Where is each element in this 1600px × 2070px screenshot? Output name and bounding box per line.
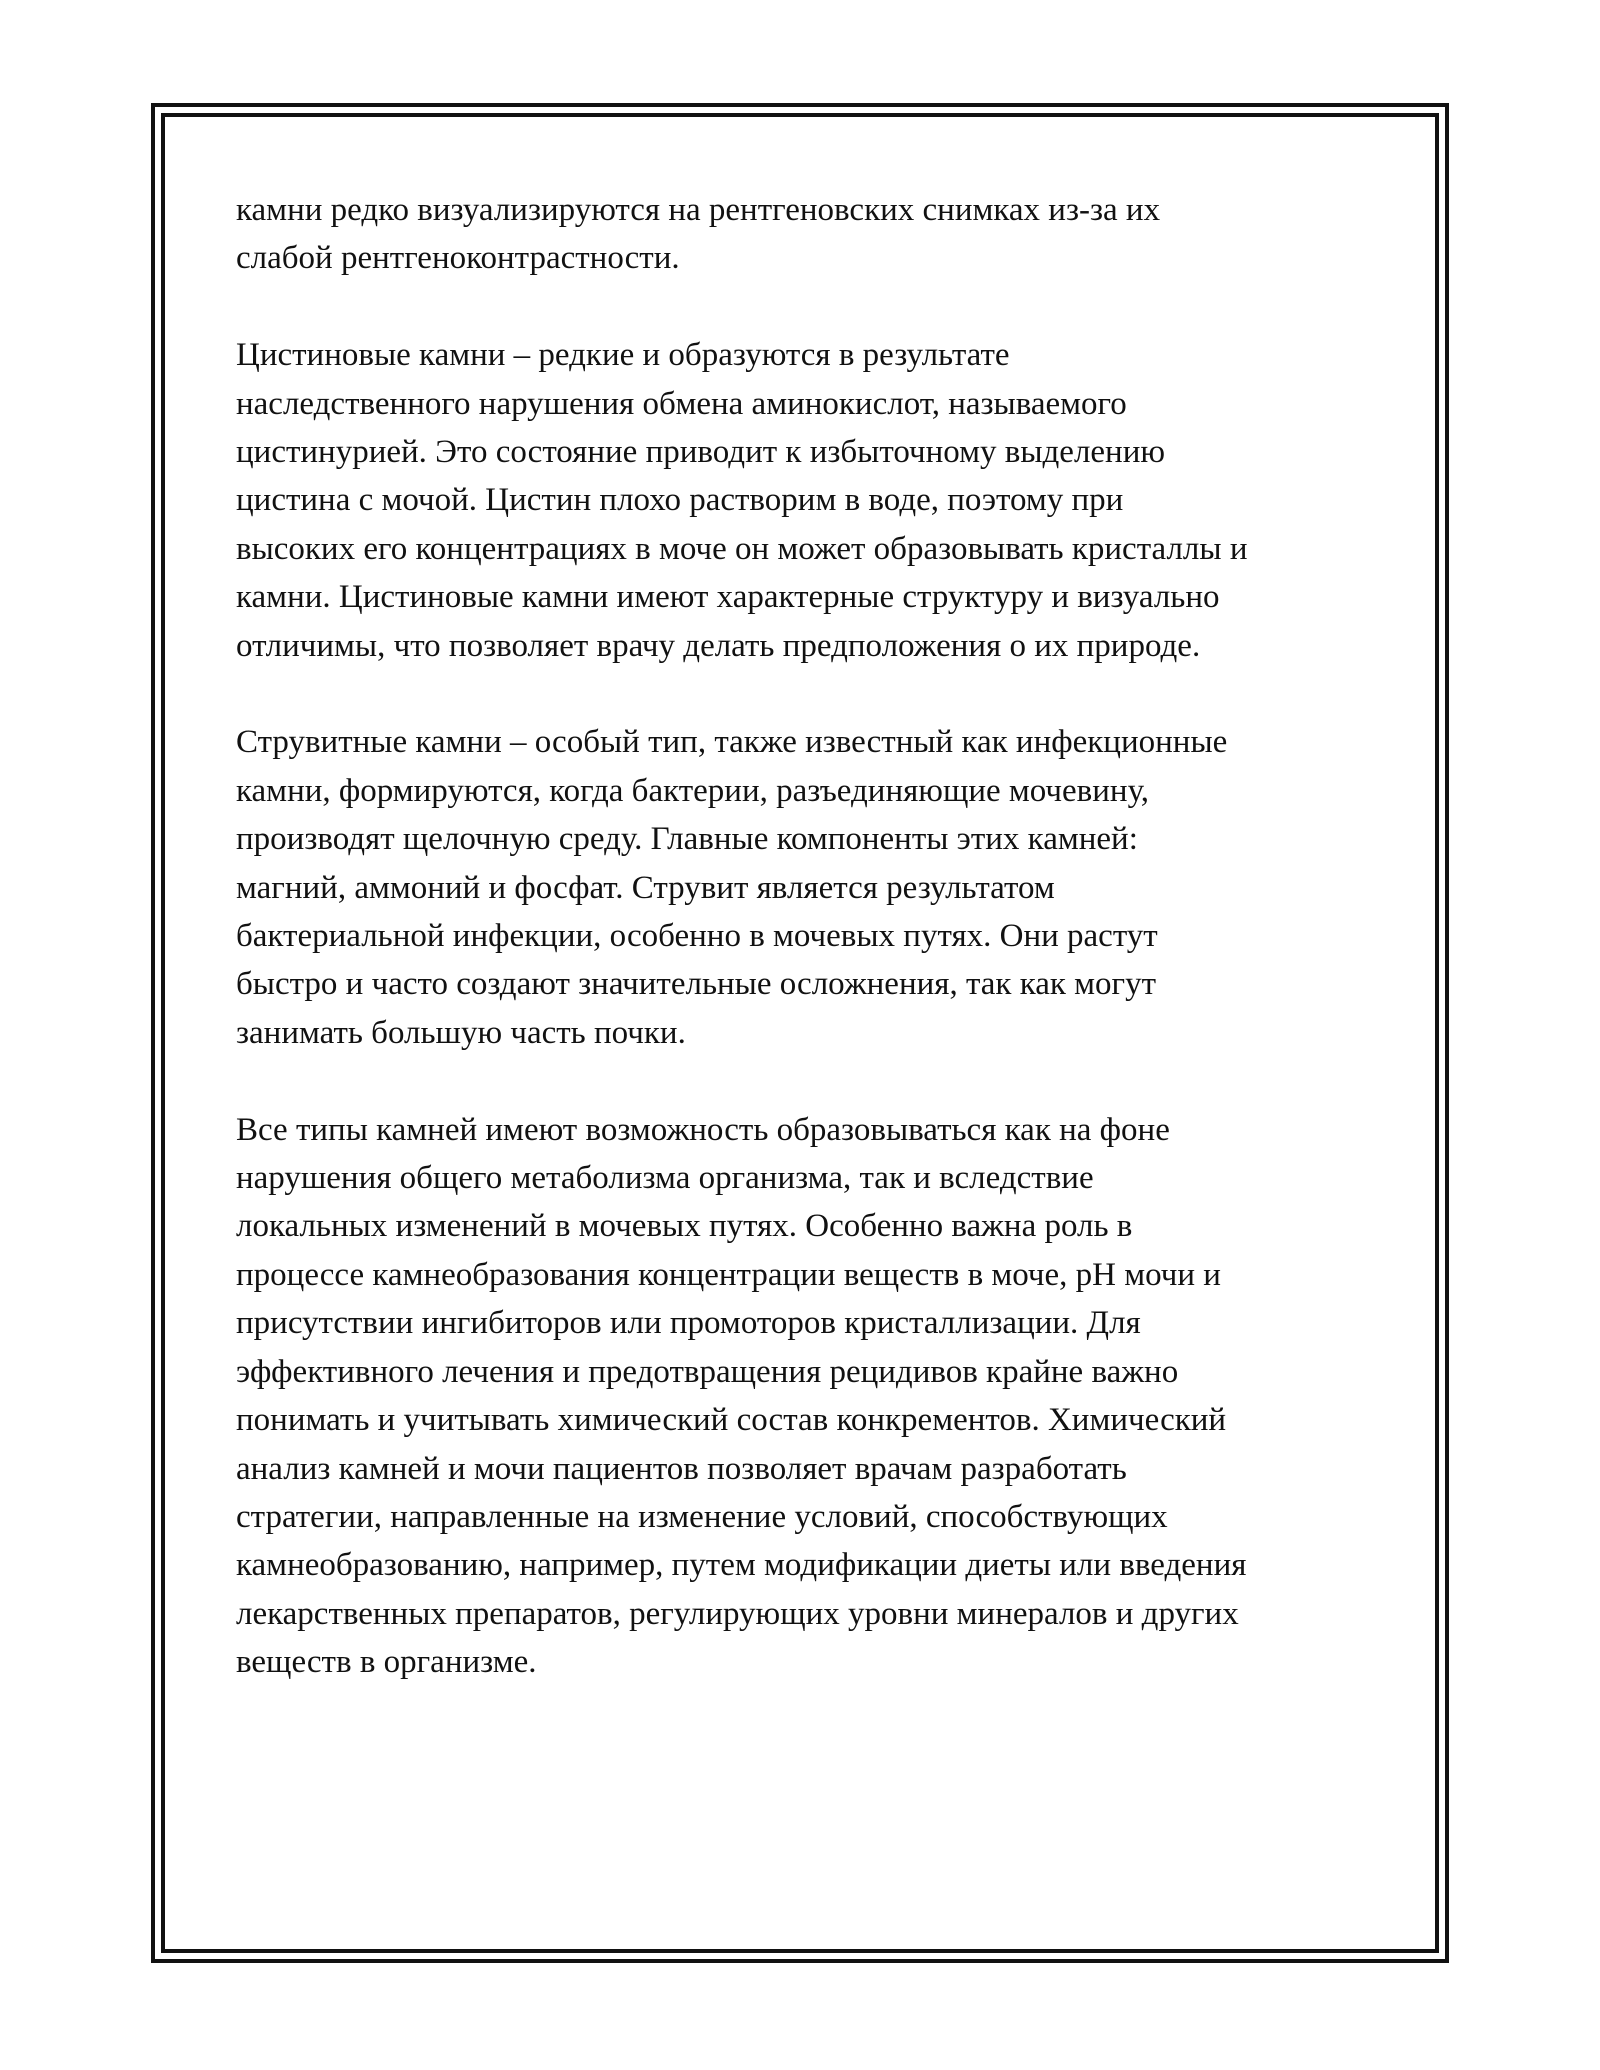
text-line: отличимы, что позволяет врачу делать предположения о их природе.	[236, 627, 1201, 664]
text-line: магний, аммоний и фосфат. Струвит является результатом	[236, 869, 1055, 906]
text-line: присутствии ингибиторов или промоторов кристаллизации. Для	[236, 1305, 1141, 1342]
text-line: камни редко визуализируются на рентгеновских снимках из-за их	[236, 192, 1161, 228]
text-line: Все типы камней имеют возможность образовываться как на фоне	[236, 1111, 1170, 1148]
paragraph-cystine-stones	[236, 331, 1386, 670]
text-line: Цистиновые камни – редкие и образуются в результате	[236, 337, 1010, 374]
text-line: процессе камнеобразования концентрации веществ в моче, pH мочи и	[236, 1256, 1221, 1293]
text-line: производят щелочную среду. Главные компоненты этих камней:	[236, 821, 1138, 858]
paragraph-all-stone-types	[236, 1106, 1386, 1687]
text-line: эффективного лечения и предотвращения рецидивов крайне важно	[236, 1353, 1179, 1390]
text-line: цистинурией. Это состояние приводит к избыточному выделению	[236, 434, 1166, 471]
document-body	[236, 186, 1386, 1735]
text-line: быстро и часто создают значительные осложнения, так как могут	[236, 966, 1157, 1003]
text-line: локальных изменений в мочевых путях. Особенно важна роль в	[236, 1208, 1133, 1245]
text-line: камни. Цистиновые камни имеют характерные структуру и визуально	[236, 579, 1220, 616]
text-line: Струвитные камни – особый тип, также известный как инфекционные	[236, 724, 1228, 761]
text-line: анализ камней и мочи пациентов позволяет врачам разработать	[236, 1450, 1127, 1487]
text-line: наследственного нарушения обмена аминокислот, называемого	[236, 385, 1127, 422]
text-line: нарушения общего метаболизма организма, так и вследствие	[236, 1160, 1094, 1197]
text-line: камнеобразованию, например, путем модификации диеты или введения	[236, 1547, 1247, 1584]
text-line: камни, формируются, когда бактерии, разъединяющие мочевину,	[236, 772, 1150, 809]
text-line: бактериальной инфекции, особенно в мочевых путях. Они растут	[236, 918, 1158, 955]
text-line: цистина с мочой. Цистин плохо растворим в воде, поэтому при	[236, 482, 1124, 519]
paragraph-struvite-stones	[236, 718, 1386, 1057]
text-line: понимать и учитывать химический состав конкрементов. Химический	[236, 1402, 1227, 1439]
text-line: веществ в организме.	[236, 1644, 537, 1681]
text-line: слабой рентгеноконтрастности.	[236, 240, 680, 277]
text-line: стратегии, направленные на изменение условий, способствующих	[236, 1498, 1168, 1535]
text-line: занимать большую часть почки.	[236, 1014, 686, 1051]
text-line: лекарственных препаратов, регулирующих уровни минералов и других	[236, 1595, 1239, 1632]
text-line: высоких его концентрациях в моче он может образовывать кристаллы и	[236, 530, 1248, 567]
paragraph-xray-visibility	[236, 186, 1386, 283]
